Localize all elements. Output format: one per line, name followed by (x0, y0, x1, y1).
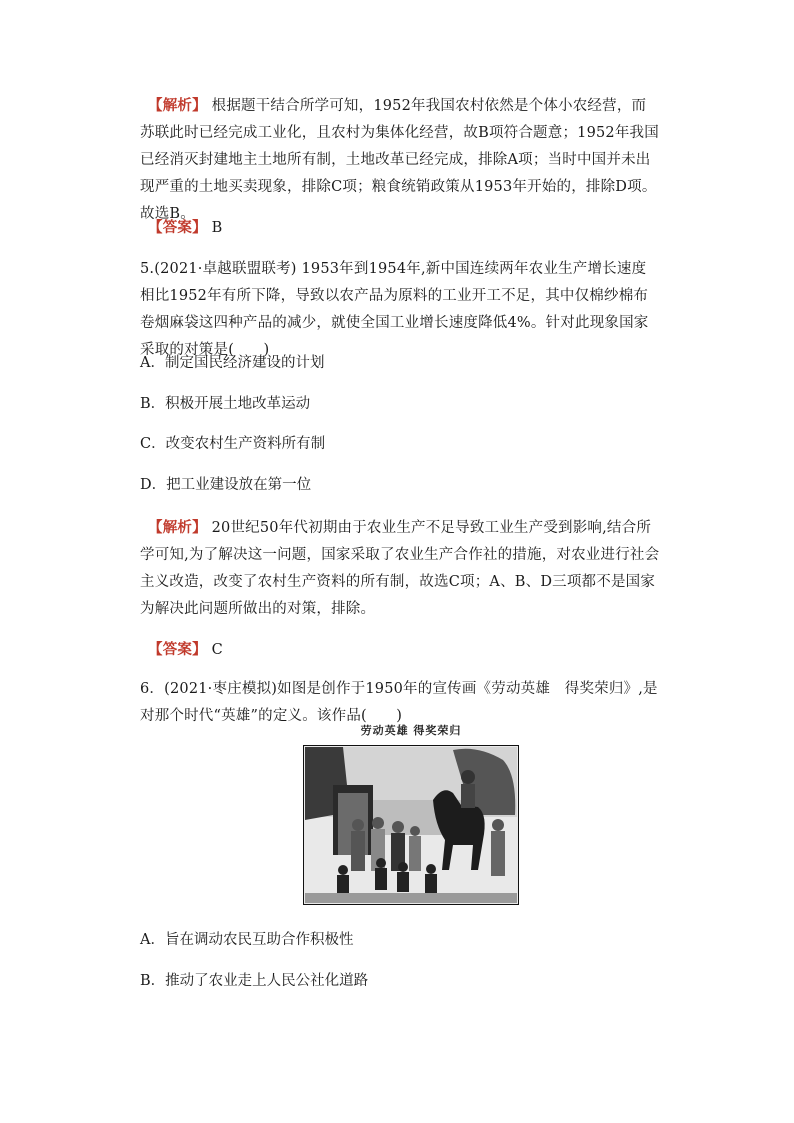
analysis-text: 20世纪50年代初期由于农业生产不足导致工业生产受到影响,结合所学可知,为了解决这一问题，国家采取了农业生产合作社的措施，对农业进行社会主义改造，改变了农村生产资料的所有制，故选C项；A、B、D三项都不是国家为解决此问题所做出的对策，排除。 (140, 520, 660, 617)
question-5-option-a: A．制定国民经济建设的计划 (140, 355, 325, 371)
question-5-option-c: C．改变农村生产资料所有制 (140, 436, 326, 452)
answer-line-2 (140, 636, 660, 664)
analysis-tag: 【解析】 (148, 519, 207, 536)
question-5-option-d: D．把工业建设放在第一位 (140, 477, 312, 493)
analysis-tag: 【解析】 (148, 97, 207, 114)
answer-value: B (211, 220, 223, 236)
analysis-paragraph-1 (140, 92, 660, 228)
answer-tag: 【答案】 (148, 219, 207, 236)
question-6-stem: 6．(2021·枣庄模拟)如图是创作于1950年的宣传画《劳动英雄 得奖荣归》,是对那个时代“英雄”的定义。该作品( ) (140, 681, 658, 724)
question-5-option-b: B．积极开展土地改革运动 (140, 396, 311, 412)
answer-value: C (211, 642, 223, 658)
question-6-option-a: A．旨在调动农民互助合作积极性 (140, 932, 354, 948)
answer-line-1 (140, 214, 660, 242)
analysis-text: 根据题干结合所学可知，1952年我国农村依然是个体小农经营，而苏联此时已经完成工业化，且农村为集体化经营，故B项符合题意；1952年我国已经消灭封建地主土地所有制，土地改革已经完成，排除A项；当时中国并未出现严重的土地买卖现象，排除C项；粮食统销政策从1953年开始的，排除D项。故选B。 (140, 98, 659, 222)
propaganda-poster-image (303, 745, 519, 905)
analysis-paragraph-2 (140, 514, 660, 623)
figure-caption: 劳动英雄 得奖荣归 (360, 724, 462, 737)
question-5-stem: 5.(2021·卓越联盟联考) 1953年到1954年,新中国连续两年农业生产增长速度相比1952年有所下降，导致以农产品为原料的工业开工不足，其中仅棉纱棉布卷烟麻袋这四种产品的减少，就使全国工业增长速度降低4%。针对此现象国家采取的对策是( ) (140, 261, 649, 358)
question-6-option-b: B．推动了农业走上人民公社化道路 (140, 973, 369, 989)
answer-tag: 【答案】 (148, 641, 207, 658)
